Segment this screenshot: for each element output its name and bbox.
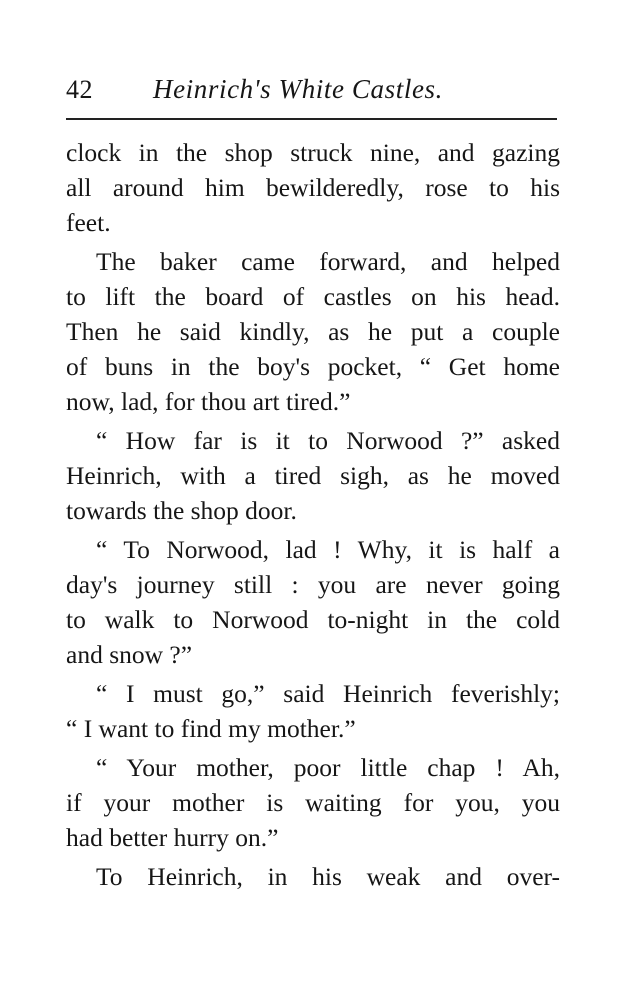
text-line: day's journey still : you are never going — [66, 570, 560, 599]
text-line: “ To Norwood, lad ! Why, it is half a — [96, 535, 560, 564]
text-line: if your mother is waiting for you, you — [66, 788, 560, 817]
text-line: Heinrich, with a tired sigh, as he moved — [66, 461, 560, 490]
page-header — [66, 72, 557, 108]
text-line: towards the shop door. — [66, 496, 297, 525]
text-line: of buns in the boy's pocket, “ Get home — [66, 352, 560, 381]
text-line: To Heinrich, in his weak and over- — [96, 862, 560, 891]
text-line: “ I want to find my mother.” — [66, 714, 356, 743]
text-line: to walk to Norwood to-night in the cold — [66, 605, 560, 634]
text-line: “ Your mother, poor little chap ! Ah, — [96, 753, 560, 782]
page-number: 42 — [66, 75, 93, 104]
text-line: clock in the shop struck nine, and gazing — [66, 138, 560, 167]
text-line: The baker came forward, and helped — [96, 247, 560, 276]
text-line: feet. — [66, 208, 111, 237]
text-line: to lift the board of castles on his head. — [66, 282, 560, 311]
text-line: Then he said kindly, as he put a couple — [66, 317, 560, 346]
text-line: all around him bewilderedly, rose to his — [66, 173, 560, 202]
text-line: and snow ?” — [66, 640, 193, 669]
header-rule — [66, 118, 557, 120]
text-line: had better hurry on.” — [66, 823, 279, 852]
running-title: Heinrich's White Castles. — [153, 74, 443, 104]
text-line: now, lad, for thou art tired.” — [66, 387, 351, 416]
text-line: “ How far is it to Norwood ?” asked — [96, 426, 560, 455]
text-line: “ I must go,” said Heinrich feverishly; — [96, 679, 560, 708]
